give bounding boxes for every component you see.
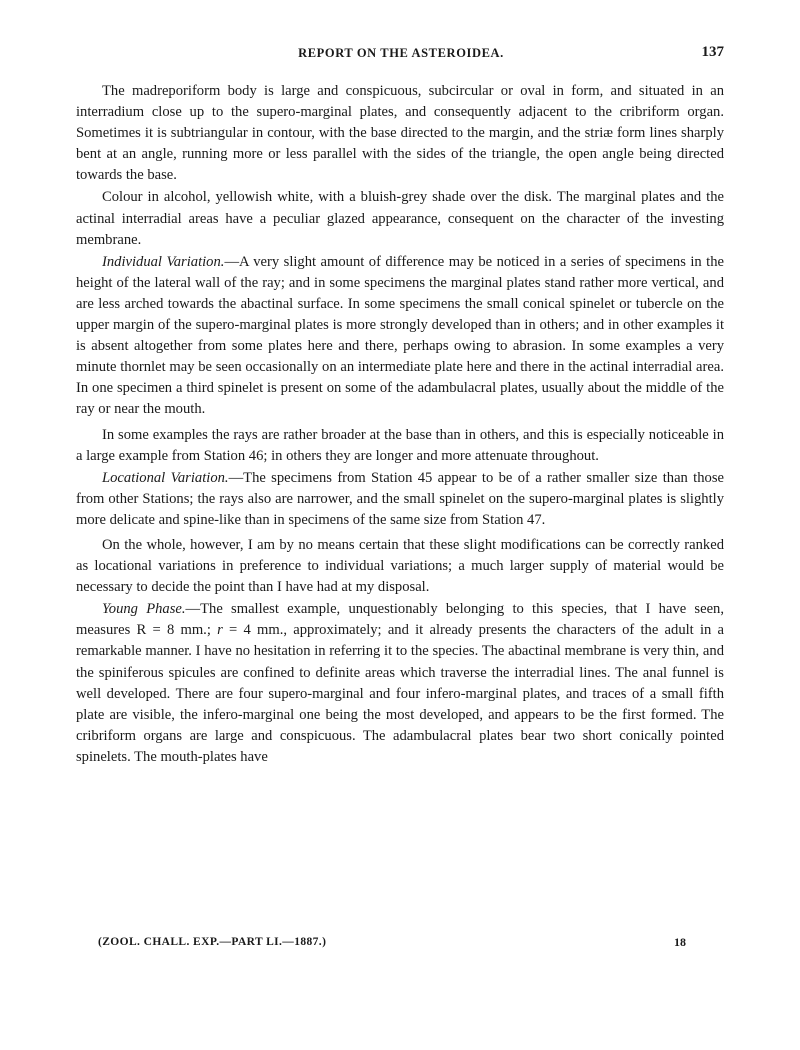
paragraph-on-the-whole [76,535,724,598]
paragraph-text: Colour in alcohol, yellowish white, with a bluish-grey shade over the disk. The marginal plates and the actinal interradial areas have a peculiar glazed appearance, consequent on the character of the investing membrane. [76,189,724,248]
paragraph-colour [76,187,724,250]
paragraph-locational-variation [76,468,724,531]
paragraph-ray-breadth [76,425,724,467]
paragraph-individual-variation [76,252,724,421]
paragraph-text: = 4 mm., approximately; and it already presents the characters of the adult in a remarkable manner. I have no hesitation in referring it to the species. The abactinal membrane is very thin, and the spiniferous spicules are confined to definite areas which traverse the interradial lines. The anal funnel is well developed. There are four supero-marginal and four infero-marginal plates, and traces of a small fifth plate are visible, the infero-marginal one being the most developed, and appears to be the first formed. The cribriform organs are large and conspicuous. The adambulacral plates bear two short conically pointed spinelets. The mouth-plates have [76,622,725,765]
body-text [76,81,724,769]
paragraph-text: On the whole, however, I am by no means certain that these slight modifications can be correctly ranked as locational variations in preference to individual variations; a much larger supply of material would be necessary to decide the point than I have had at my disposal. [76,536,724,596]
page-number: 137 [701,44,724,60]
paragraph-madreporiform [76,81,724,186]
footer-citation: (ZOOL. CHALL. EXP.—PART LI.—1887.) [98,936,327,948]
section-heading: Young Phase. [102,601,186,618]
page-header [78,46,724,68]
paragraph-text: —The smallest example, unquestionably belonging to this species, that I have seen, measures R = 8 mm.; [76,601,724,639]
section-heading: Individual Variation. [102,253,225,270]
paragraph-text: —A very slight amount of difference may be noticed in a series of specimens in the height of the lateral wall of the ray; and in some specimens the marginal plates stand rather more vertical, and are less arched towards the abactinal surface. In some specimens the small conical spinelet or tubercle on the upper margin of the supero-marginal plates is more strongly developed than in others; and in other examples it is absent altogether from some plates here and there, perhaps owing to abrasion. In some examples a very minute thornlet may be seen occasionally on an intermediate plate here and there in the actinal interradial area. In one specimen a third spinelet is present on some of the adambulacral plates, usually about the middle of the ray or near the mouth. [76,253,725,418]
running-head: REPORT ON THE ASTEROIDEA. [298,46,504,60]
page-footer [98,936,686,956]
paragraph-text: In some examples the rays are rather broader at the base than in others, and this is especially noticeable in a large example from Station 46; in others they are longer and more attenuate throughout. [76,426,724,464]
paragraph-text: —The specimens from Station 45 appear to be of a rather smaller size than those from other Stations; the rays also are narrower, and the small spinelet on the supero-marginal plates is slightly more delicate and spine-like than in specimens of the same size from Station 47. [76,469,724,528]
paragraph-young-phase [76,599,724,768]
radius-symbol: r [217,622,223,639]
section-heading: Locational Variation. [102,469,229,486]
paragraph-text: The madreporiform body is large and conspicuous, subcircular or oval in form, and situated in an interradium close up to the supero-marginal plates, and consequently adjacent to the cribriform organ. Sometimes it is subtriangular in contour, with the base directed to the margin, and the striæ form lines sharply bent at an angle, running more or less parallel with the sides of the triangle, the open angle being directed towards the base. [76,83,724,184]
signature-mark: 18 [674,935,686,949]
